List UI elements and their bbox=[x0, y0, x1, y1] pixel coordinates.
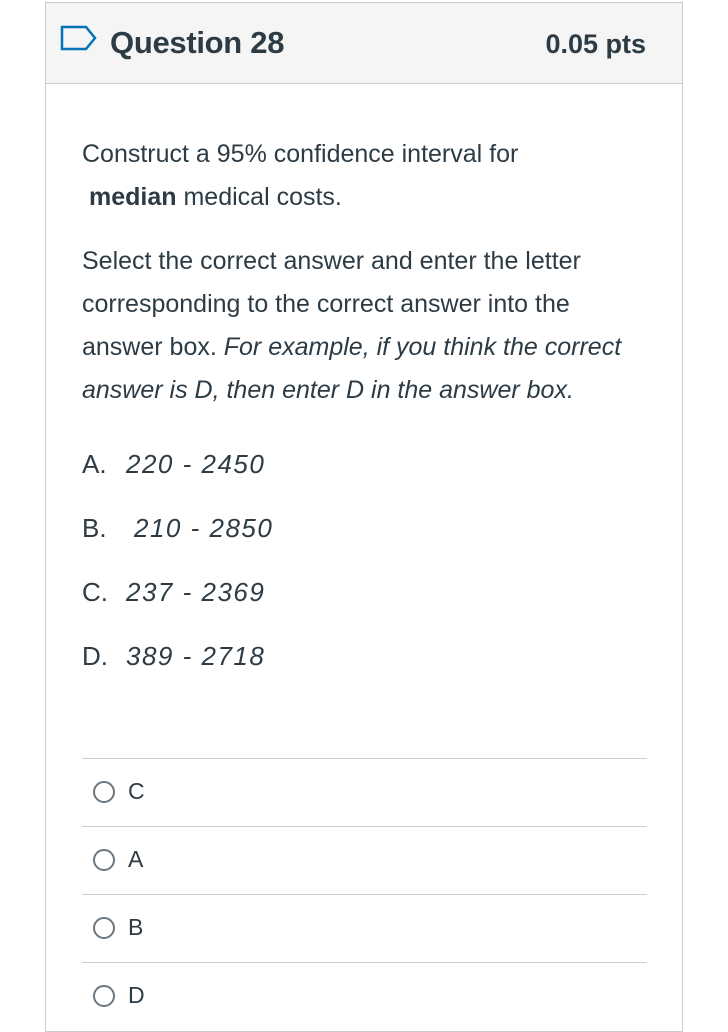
instructions-text: Select the correct answer and enter the letter corresponding to the correct answer into the answer box. bbox=[82, 247, 581, 361]
choices-list bbox=[82, 432, 652, 688]
choice-range: 237 - 2369 bbox=[126, 577, 266, 607]
choice-d bbox=[82, 624, 652, 688]
question-instructions bbox=[82, 240, 652, 412]
choice-letter: B. bbox=[82, 513, 107, 543]
question-points: 0.05 pts bbox=[545, 29, 646, 59]
radio-button[interactable] bbox=[93, 781, 115, 803]
choice-c bbox=[82, 560, 652, 624]
prompt-emphasis: median bbox=[89, 183, 177, 211]
question-title: Question 28 bbox=[110, 25, 285, 60]
prompt-line-2-rest: medical costs. bbox=[176, 183, 342, 211]
choice-b bbox=[82, 496, 652, 560]
answer-label[interactable]: A bbox=[128, 846, 144, 872]
answer-option-c[interactable] bbox=[82, 758, 647, 826]
question-prompt bbox=[82, 133, 652, 219]
radio-button[interactable] bbox=[93, 849, 115, 871]
radio-button[interactable] bbox=[93, 985, 115, 1007]
choice-letter: A. bbox=[82, 449, 107, 479]
choice-letter: C. bbox=[82, 577, 108, 607]
answer-label[interactable]: C bbox=[128, 778, 145, 804]
instructions-example: For example, if you think the correct answer is D, then enter D in the answer box. bbox=[82, 333, 622, 404]
choice-range: 220 - 2450 bbox=[126, 449, 266, 479]
choice-a bbox=[82, 432, 652, 496]
answer-option-b[interactable] bbox=[82, 894, 647, 962]
prompt-line-1: Construct a 95% confidence interval for bbox=[82, 140, 519, 168]
answer-label[interactable]: B bbox=[128, 914, 144, 940]
answer-label[interactable]: D bbox=[128, 982, 145, 1008]
choice-letter: D. bbox=[82, 641, 108, 671]
answer-option-d[interactable] bbox=[82, 962, 647, 1030]
radio-button[interactable] bbox=[93, 917, 115, 939]
flag-outline-icon[interactable] bbox=[60, 25, 98, 51]
answer-option-a[interactable] bbox=[82, 826, 647, 894]
choice-range: 210 - 2850 bbox=[134, 513, 274, 543]
prompt-line-2 bbox=[82, 176, 652, 219]
question-text bbox=[82, 133, 652, 688]
question-header bbox=[46, 3, 682, 84]
question-card bbox=[45, 2, 683, 1032]
answer-options bbox=[82, 758, 647, 1030]
choice-range: 389 - 2718 bbox=[126, 641, 266, 671]
